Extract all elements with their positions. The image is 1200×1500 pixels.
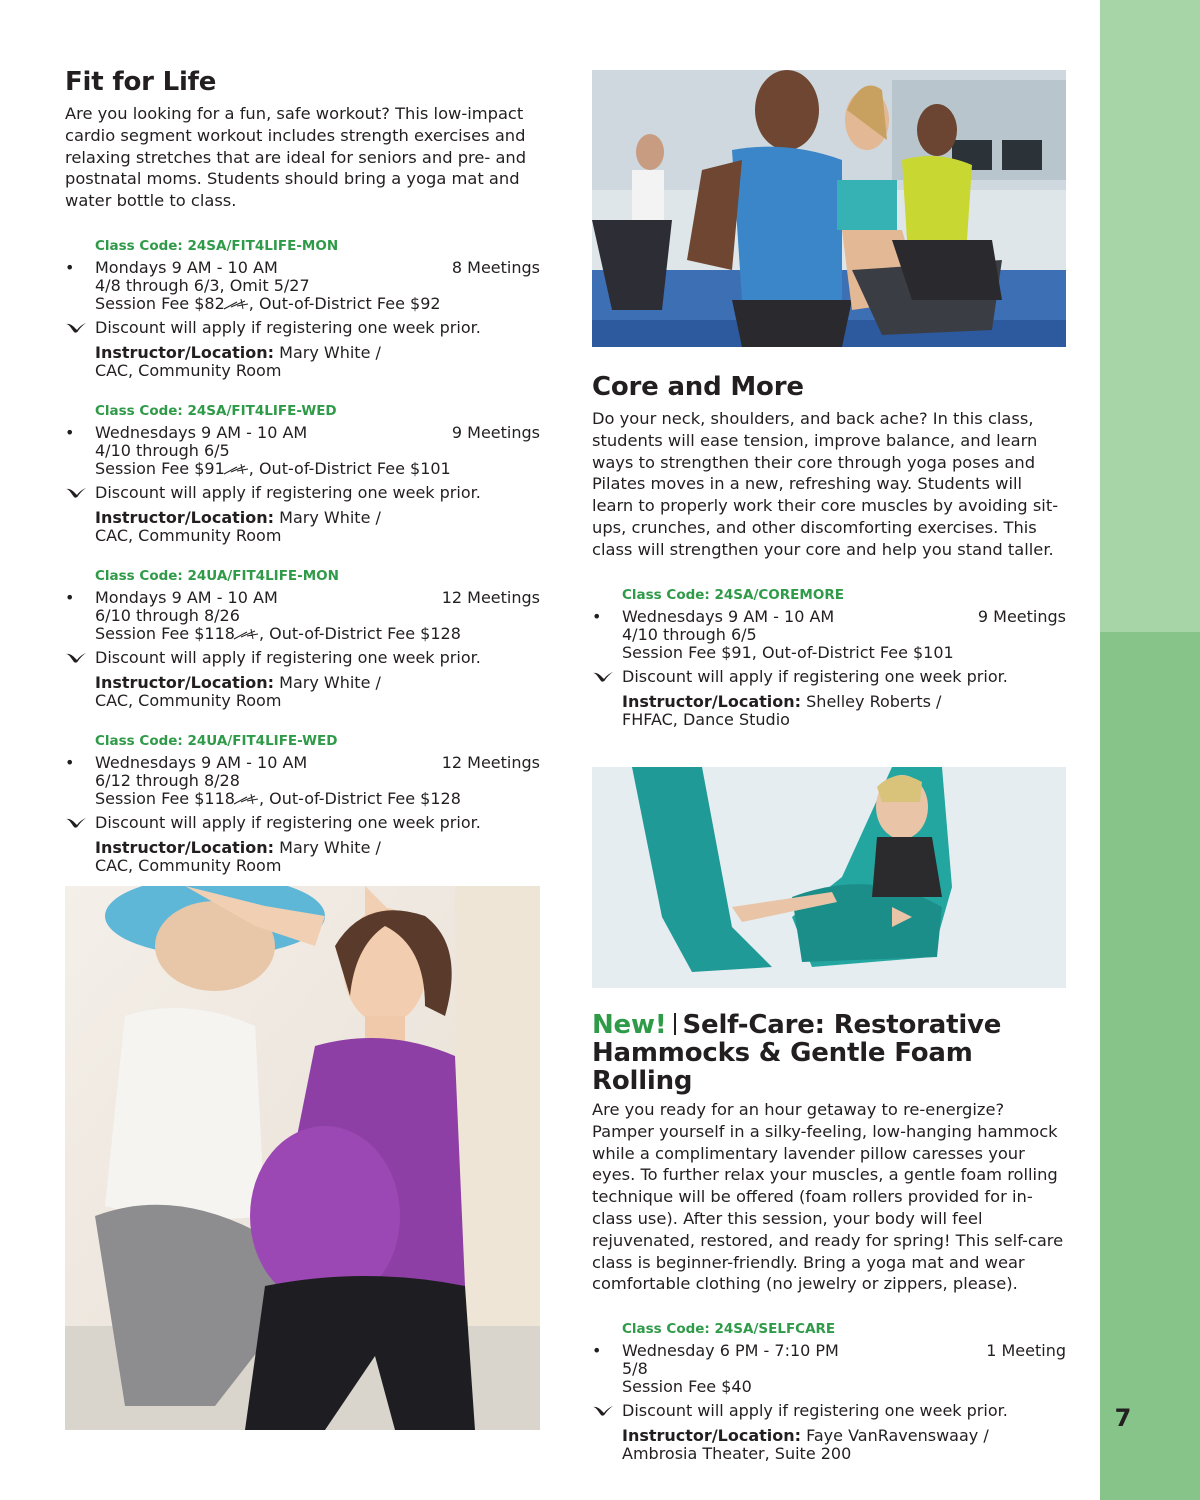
section-title: Core and More [592,372,804,402]
class-dates: 5/8 [622,1359,648,1379]
bullet-icon: • [65,752,75,772]
class-fees: Session Fee $91, Out-of-District Fee $101 [622,642,954,662]
instructor-label: Instructor/Location: [95,342,275,362]
signature-mark-icon [223,297,249,311]
instructor-label: Instructor/Location: [95,837,275,857]
meetings-count: 12 Meetings [441,752,540,772]
bullet-icon: • [65,587,75,607]
discount-note [65,813,540,833]
title-line-1: Self-Care: Restorative [682,1010,1002,1040]
days-time: Wednesdays 9 AM - 10 AM [95,422,308,442]
instructor-name: Mary White / [279,837,381,857]
class-location: CAC, Community Room [95,855,282,875]
class-location: FHFAC, Dance Studio [622,709,790,729]
instructor-location [65,344,540,380]
meetings-count: 12 Meetings [441,587,540,607]
instructor-location [592,1427,1066,1463]
days-time: Wednesdays 9 AM - 10 AM [622,606,835,626]
aerial-hammock-photo [592,767,1066,988]
section-description: Do your neck, shoulders, and back ache? In this class, students will ease tension, improve balance, and learn ways to strengthen their core through yoga poses and Pilates moves in a new, refreshing way. Students will learn to properly work their core muscles by avoiding sit-ups, crunches, and other discomforting exercises. This class will strengthen your core and help you stand taller. [592,409,1059,559]
out-of-district-fee: , Out-of-District Fee $128 [258,788,461,808]
class-fees [95,625,540,643]
meetings-count: 8 Meetings [451,257,540,277]
discount-note [592,1401,1066,1421]
discount-note [65,483,540,503]
discount-text: Discount will apply if registering one week prior. [622,666,1008,686]
class-fees [95,460,540,478]
class-fees [95,295,540,313]
new-badge: New! [592,1010,667,1040]
class-schedule [592,608,1066,662]
title-separator [674,1013,676,1035]
discount-swoosh-icon [592,1404,614,1418]
days-time: Mondays 9 AM - 10 AM [95,257,278,277]
section-description: Are you ready for an hour getaway to re-energize? Pamper yourself in a silky-feeling, low-hanging hammock while a complimentary lavender pillow caresses your eyes. To further relax your muscles, a gentle foam rolling technique will be offered (foam rollers provided for in-class use). After this session, your body will feel rejuvenated, restored, and ready for spring! This self-care class is beginner-friendly. Bring a yoga mat and wear comfortable clothing (no jewelry or zippers, please). [592,1100,1064,1294]
class-code: Class Code: 24SA/FIT4LIFE-MON [95,237,339,254]
sidebar-band-dark [1100,632,1200,1500]
section-description: Are you looking for a fun, safe workout? This low-impact cardio segment workout includes strength exercises and relaxing stretches that are ideal for seniors and pre- and postnatal moms. Students should bring a yoga mat and water bottle to class. [65,104,527,211]
class-location: CAC, Community Room [95,360,282,380]
self-care-section [592,1011,1066,1463]
discount-swoosh-icon [65,486,87,500]
instructor-name: Mary White / [279,342,381,362]
out-of-district-fee: , Out-of-District Fee $92 [248,293,441,313]
class-location: CAC, Community Room [95,690,282,710]
discount-note [65,648,540,668]
class-schedule [65,424,540,478]
discount-swoosh-icon [65,321,87,335]
class-listing [65,567,540,710]
class-listing [592,586,1066,729]
title-line-2: Hammocks & Gentle Foam Rolling [592,1038,973,1096]
instructor-location [65,509,540,545]
class-dates: 4/10 through 6/5 [95,440,230,460]
bullet-icon: • [592,1341,602,1361]
instructor-name: Mary White / [279,507,381,527]
out-of-district-fee: , Out-of-District Fee $128 [258,623,461,643]
session-fee: Session Fee $118 [95,623,235,643]
instructor-label: Instructor/Location: [95,507,275,527]
signature-mark-icon [223,462,249,476]
class-listing [65,402,540,545]
days-time: Wednesdays 9 AM - 10 AM [95,752,308,772]
bullet-icon: • [592,606,602,626]
out-of-district-fee: , Out-of-District Fee $101 [248,458,451,478]
days-time: Wednesday 6 PM - 7:10 PM [622,1341,839,1361]
session-fee: Session Fee $91 [95,458,225,478]
class-fees: Session Fee $40 [622,1377,752,1397]
class-dates: 6/12 through 8/28 [95,770,240,790]
core-and-more-section [592,370,1066,729]
section-title: Fit for Life [65,67,217,97]
instructor-location [592,693,1066,729]
discount-text: Discount will apply if registering one week prior. [622,1401,1008,1421]
class-listing [65,732,540,875]
discount-text: Discount will apply if registering one week prior. [95,647,481,667]
meetings-count: 9 Meetings [977,606,1066,626]
class-dates: 4/8 through 6/3, Omit 5/27 [95,275,310,295]
meetings-count: 1 Meeting [986,1341,1066,1361]
days-time: Mondays 9 AM - 10 AM [95,587,278,607]
bullet-icon: • [65,422,75,442]
meetings-count: 9 Meetings [451,422,540,442]
prenatal-exercise-photo [65,886,540,1430]
class-schedule [65,259,540,313]
class-code: Class Code: 24SA/FIT4LIFE-WED [95,402,337,419]
class-schedule [65,754,540,808]
instructor-label: Instructor/Location: [95,672,275,692]
discount-note [592,667,1066,687]
instructor-name: Mary White / [279,672,381,692]
instructor-location [65,839,540,875]
discount-swoosh-icon [65,651,87,665]
gym-class-photo [592,70,1066,347]
bullet-icon: • [65,257,75,277]
instructor-location [65,674,540,710]
class-dates: 4/10 through 6/5 [622,624,757,644]
discount-text: Discount will apply if registering one week prior. [95,482,481,502]
class-location: CAC, Community Room [95,525,282,545]
section-title [592,1011,1066,1095]
session-fee: Session Fee $118 [95,788,235,808]
fit-for-life-section [65,65,540,875]
class-code: Class Code: 24UA/FIT4LIFE-WED [95,732,338,749]
instructor-name: Shelley Roberts / [806,691,942,711]
instructor-label: Instructor/Location: [622,1426,802,1446]
class-code: Class Code: 24SA/COREMORE [622,586,844,603]
discount-text: Discount will apply if registering one week prior. [95,812,481,832]
class-fees [95,790,540,808]
class-listing [65,237,540,380]
instructor-name: Faye VanRavenswaay / [806,1426,989,1446]
signature-mark-icon [233,792,259,806]
sidebar-band-light [1100,0,1200,632]
discount-text: Discount will apply if registering one week prior. [95,317,481,337]
class-code: Class Code: 24SA/SELFCARE [622,1321,836,1338]
class-location: Ambrosia Theater, Suite 200 [622,1444,852,1464]
discount-note [65,318,540,338]
signature-mark-icon [233,627,259,641]
session-fee: Session Fee $82 [95,293,225,313]
page-number: 7 [1114,1404,1132,1432]
class-listing [592,1320,1066,1463]
class-schedule [65,589,540,643]
class-schedule [592,1342,1066,1396]
class-code: Class Code: 24UA/FIT4LIFE-MON [95,567,339,584]
discount-swoosh-icon [65,816,87,830]
instructor-label: Instructor/Location: [622,691,802,711]
class-dates: 6/10 through 8/26 [95,605,240,625]
discount-swoosh-icon [592,670,614,684]
